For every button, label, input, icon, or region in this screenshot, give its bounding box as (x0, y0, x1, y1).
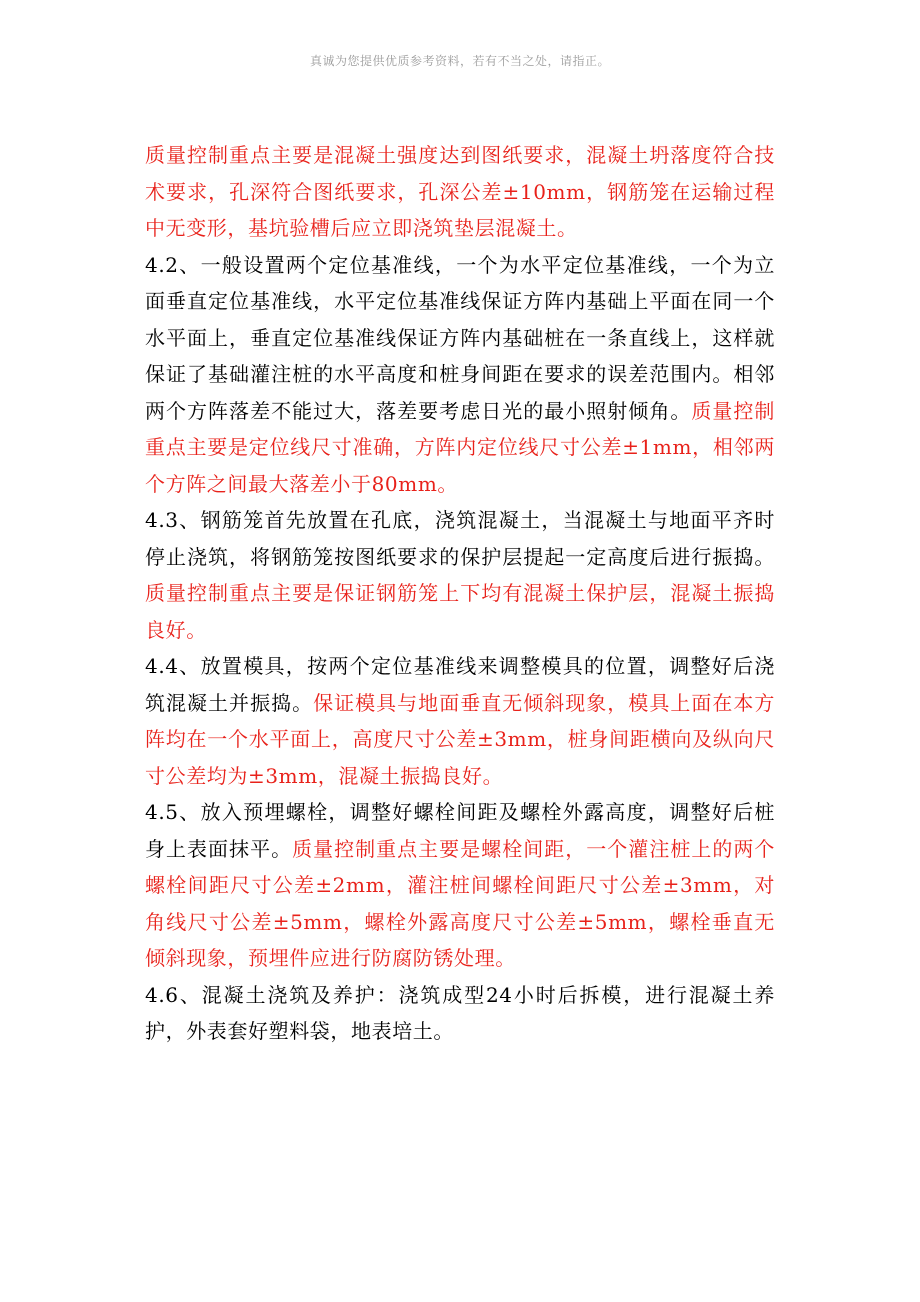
quality-control-note: 保证模具与地面垂直无倾斜现象，模具上面在本方阵均在一个水平面上，高度尺寸公差±3mm，桩身间距横向及纵向尺寸公差均为±3mm，混凝土振捣良好。 (145, 690, 775, 788)
paragraph-4-6 (145, 977, 775, 1050)
paragraph-text: 4.4、放置模具，按两个定位基准线来调整模具的位置，调整好后浇筑混凝土并振捣。 (145, 654, 775, 715)
quality-control-note: 质量控制重点主要是保证钢筋笼上下均有混凝土保护层，混凝土振捣良好。 (145, 581, 775, 642)
paragraph-4-5 (145, 794, 775, 977)
paragraph-text: 4.3、钢筋笼首先放置在孔底，浇筑混凝土，当混凝土与地面平齐时停止浇筑，将钢筋笼按图纸要求的保护层提起一定高度后进行振捣。 (145, 508, 775, 569)
quality-control-note: 质量控制重点主要是螺栓间距，一个灌注桩上的两个螺栓间距尺寸公差±2mm，灌注桩间螺栓间距尺寸公差±3mm，对角线尺寸公差±5mm，螺栓外露高度尺寸公差±5mm，螺栓垂直无倾斜现象，预埋件应进行防腐防锈处理。 (145, 836, 775, 970)
quality-control-note: 质量控制重点主要是定位线尺寸准确，方阵内定位线尺寸公差±1mm，相邻两个方阵之间最大落差小于80mm。 (145, 398, 775, 496)
paragraph-4-4 (145, 648, 775, 794)
paragraph-4-3 (145, 502, 775, 648)
header-note: 真诚为您提供优质参考资料，若有不当之处，请指正。 (309, 54, 610, 68)
document-body (145, 137, 775, 1050)
paragraph-text: 4.2、一般设置两个定位基准线，一个为水平定位基准线，一个为立面垂直定位基准线，水平定位基准线保证方阵内基础上平面在同一个水平面上，垂直定位基准线保证方阵内基础桩在一条直线上，这样就保证了基础灌注桩的水平高度和桩身间距在要求的误差范围内。相邻两个方阵落差不能过大，落差要考虑日光的最小照射倾角。 (145, 252, 775, 423)
paragraph-text: 4.5、放入预埋螺栓，调整好螺栓间距及螺栓外露高度，调整好后桩身上表面抹平。 (145, 800, 775, 861)
quality-control-note: 质量控制重点主要是混凝土强度达到图纸要求，混凝土坍落度符合技术要求，孔深符合图纸要求，孔深公差±10mm，钢筋笼在运输过程中无变形，基坑验槽后应立即浇筑垫层混凝土。 (145, 143, 775, 240)
paragraph-4-2 (145, 247, 775, 503)
paragraph-quality-intro (145, 137, 775, 247)
paragraph-text: 4.6、混凝土浇筑及养护：浇筑成型24小时后拆模，进行混凝土养护，外表套好塑料袋，地表培土。 (145, 982, 775, 1043)
